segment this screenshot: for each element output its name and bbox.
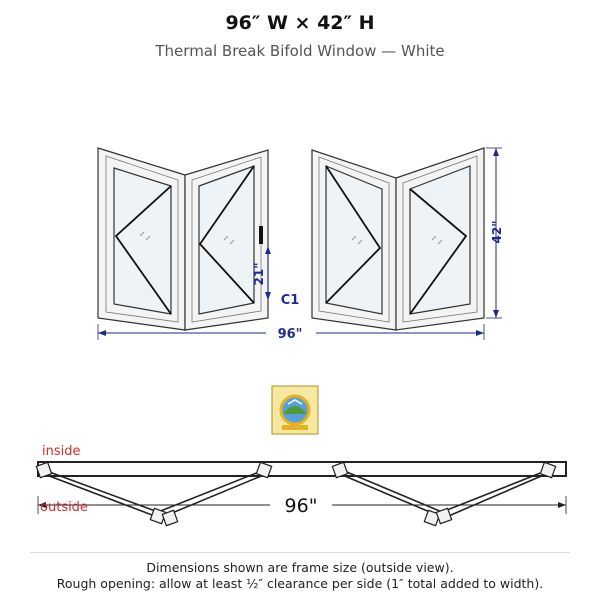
handle-height-label: 21" <box>252 262 266 286</box>
note-frame-size: Dimensions shown are frame size (outside view). <box>146 560 454 575</box>
note-rough-opening: Rough opening: allow at least ½″ clearance per side (1″ total added to width). <box>56 576 544 591</box>
panel-4 <box>396 148 484 330</box>
plan-view <box>36 444 566 526</box>
height-label: 42" <box>490 220 504 244</box>
inside-label: inside <box>42 444 81 459</box>
page-subtitle: Thermal Break Bifold Window — White <box>155 42 445 60</box>
page-title: 96″ W × 42″ H <box>225 12 375 34</box>
panel-3 <box>312 150 396 330</box>
unit-code: C1 <box>280 293 300 308</box>
notes-divider <box>30 552 570 553</box>
plan-width-label: 96" <box>284 495 318 517</box>
elevation-view <box>98 148 504 342</box>
outside-label: outside <box>40 500 88 515</box>
handle-left <box>259 226 263 244</box>
panel-1 <box>98 148 185 330</box>
brand-logo <box>272 386 318 434</box>
panel-2 <box>185 150 268 330</box>
width-label: 96" <box>277 327 303 342</box>
